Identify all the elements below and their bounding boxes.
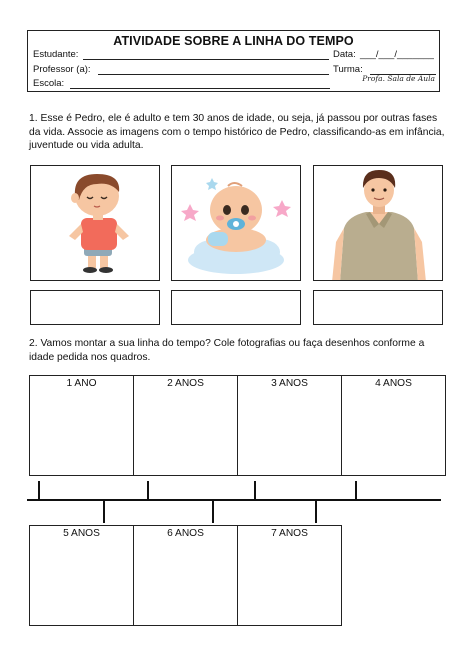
timeline-cell-7[interactable] [237,525,342,626]
timeline-cell-label: 3 ANOS [271,378,308,389]
timeline-cell-label: 6 ANOS [167,528,204,539]
timeline-cell-label: 1 ANO [66,378,97,389]
student-label: Estudante: [33,49,79,60]
timeline-cell-label: 4 ANOS [375,378,412,389]
timeline-tick-up [147,481,149,500]
date-field[interactable]: ___/___/_______ [360,49,434,60]
brand-signature: Profa. Sala de Aula [362,74,435,83]
timeline-cell-label: 2 ANOS [167,378,204,389]
timeline-cell-label: 7 ANOS [271,528,308,539]
timeline-tick-down [103,500,105,523]
image-box-baby [171,165,301,281]
timeline-tick-down [315,500,317,523]
answer-box-2[interactable] [171,290,301,325]
date-label: Data: [333,49,356,60]
header-box [27,30,440,92]
answer-box-3[interactable] [313,290,443,325]
child-illustration-icon [31,166,160,281]
teacher-field[interactable] [98,74,329,75]
timeline-tick-down [212,500,214,523]
timeline-cell-6[interactable] [133,525,238,626]
baby-illustration-icon [172,166,301,281]
timeline-tick-up [254,481,256,500]
timeline-cell-3[interactable] [237,375,342,476]
school-field[interactable] [70,88,330,89]
adult-man-illustration-icon [314,166,443,281]
page-title: ATIVIDADE SOBRE A LINHA DO TEMPO [113,34,354,48]
timeline-cell-1[interactable] [29,375,134,476]
question-1-text: 1. Esse é Pedro, ele é adulto e tem 30 anos de idade, ou seja, já passou por outras fases da vida. Associe as imagens com o tempo histórico de Pedro, classificando-as em infância, juventude ou vida adulta. [29,113,445,151]
school-label: Escola: [33,78,65,89]
timeline-cell-label: 5 ANOS [63,528,100,539]
answer-box-1[interactable] [30,290,160,325]
image-box-adult [313,165,443,281]
question-2-text: 2. Vamos montar a sua linha do tempo? Cole fotografias ou faça desenhos conforme a idade pedida nos quadros. [29,338,425,363]
teacher-label: Professor (a): [33,64,91,75]
timeline-tick-up [355,481,357,500]
image-box-child [30,165,160,281]
timeline-tick-up [38,481,40,500]
timeline-cell-2[interactable] [133,375,238,476]
student-field[interactable] [83,59,329,60]
timeline-cell-5[interactable] [29,525,134,626]
timeline-axis [27,499,441,501]
timeline-cell-4[interactable] [341,375,446,476]
class-label: Turma: [333,64,363,75]
